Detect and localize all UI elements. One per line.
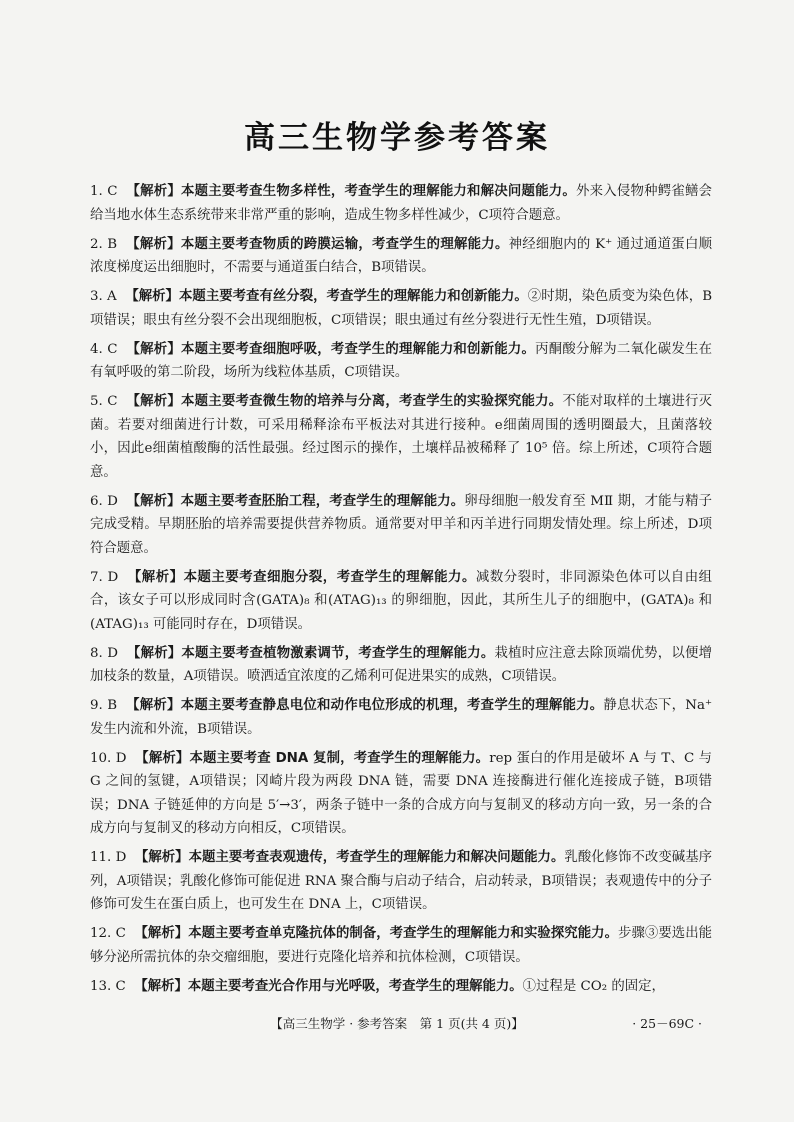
analysis-lead: 本题主要考查微生物的培养与分离，考查学生的实验探究能力。 bbox=[181, 394, 563, 409]
answer-number: 11. D bbox=[90, 850, 127, 865]
answer-item bbox=[90, 747, 712, 841]
answer-item bbox=[90, 642, 712, 689]
analysis-tag: 【解析】 bbox=[134, 978, 188, 994]
analysis-tag: 【解析】 bbox=[126, 493, 181, 509]
footer-page-info: 【高三生物学 · 参考答案 第 1 页(共 4 页)】 bbox=[270, 1016, 524, 1031]
answer-number: 7. D bbox=[90, 569, 119, 585]
footer-code: · 25－69C · bbox=[632, 1016, 702, 1031]
analysis-body: 栽植时应注意去除顶端优势，以便增加枝条的数量，A项错误。喷洒适宜浓度的乙烯利可促进果实的成熟，C项错误。 bbox=[90, 645, 713, 684]
analysis-heading bbox=[126, 698, 603, 713]
analysis-lead: 本题主要考查表观遗传，考查学生的理解能力和解决问题能力。 bbox=[188, 850, 565, 865]
analysis-tag: 【解析】 bbox=[126, 394, 181, 409]
answer-number: 2. B bbox=[90, 236, 118, 252]
answer-number: 10. D bbox=[90, 750, 127, 766]
analysis-body: 乳酸化修饰不改变碱基序列，A项错误；乳酸化修饰可能促进 RNA 聚合酶与启动子结合，启动转录，B项错误；表观遗传中的分子修饰可发生在蛋白质上，也可发生在 DNA 上，C项错误。 bbox=[90, 850, 713, 912]
analysis-body: rep 蛋白的作用是破坏 A 与 T、C 与 G 之间的氢键，A项错误；冈崎片段为两段 DNA 链，需要 DNA 连接酶进行催化连接成子链，B项错误；DNA 子链延伸的方向是 5′→3′，两条子链中一条的合成方向与复制叉的移动方向一致，另一条的合成方向与复制叉的移动方向相反，C项错误。 bbox=[90, 750, 713, 836]
answer-item bbox=[90, 922, 712, 969]
analysis-heading bbox=[127, 342, 536, 357]
answer-item bbox=[90, 233, 712, 280]
analysis-tag: 【解析】 bbox=[134, 926, 189, 941]
answer-number: 12. C bbox=[90, 926, 126, 941]
analysis-heading bbox=[135, 751, 489, 766]
answer-item bbox=[90, 490, 712, 561]
analysis-body: 卵母细胞一般发育至 MⅡ 期，才能与精子完成受精。早期胚胎的培养需要提供营养物质。通常要对甲羊和丙羊进行同期发情处理。综上所述，D项符合题意。 bbox=[90, 493, 713, 556]
answer-number: 8. D bbox=[90, 645, 118, 661]
analysis-body: ①过程是 CO₂ 的固定， bbox=[522, 978, 665, 994]
answer-item bbox=[90, 390, 712, 484]
analysis-heading bbox=[126, 237, 508, 252]
analysis-tag: 【解析】 bbox=[126, 184, 181, 199]
analysis-lead: 本题主要考查 DNA 复制，考查学生的理解能力。 bbox=[189, 750, 490, 766]
analysis-tag: 【解析】 bbox=[126, 236, 181, 252]
answer-item bbox=[90, 285, 712, 332]
analysis-tag: 【解析】 bbox=[126, 341, 181, 357]
analysis-body: 丙酮酸分解为二氧化碳发生在有氧呼吸的第二阶段，场所为线粒体基质，C项错误。 bbox=[90, 341, 713, 380]
answer-number: 5. C bbox=[90, 394, 118, 409]
analysis-tag: 【解析】 bbox=[134, 850, 189, 865]
analysis-body: 外来入侵物种鳄雀鳝会给当地水体生态系统带来非常严重的影响，造成生物多样性减少，C项符合题意。 bbox=[90, 184, 713, 223]
analysis-tag: 【解析】 bbox=[127, 569, 184, 585]
answer-list bbox=[90, 180, 712, 1004]
analysis-lead: 本题主要考查细胞分裂，考查学生的理解能力。 bbox=[183, 569, 476, 585]
analysis-heading bbox=[127, 184, 577, 199]
answer-item bbox=[90, 338, 712, 385]
answer-number: 9. B bbox=[90, 698, 118, 713]
answer-item bbox=[90, 566, 712, 637]
answer-item bbox=[90, 180, 712, 227]
analysis-heading bbox=[135, 850, 565, 865]
answer-number: 1. C bbox=[90, 184, 118, 199]
analysis-body: 步骤③要选出能够分泌所需抗体的杂交瘤细胞，要进行克隆化培养和抗体检测，C项错误。 bbox=[90, 926, 713, 965]
analysis-heading bbox=[125, 289, 527, 304]
analysis-tag: 【解析】 bbox=[125, 289, 179, 304]
analysis-lead: 本题主要考查光合作用与光呼吸，考查学生的理解能力。 bbox=[187, 978, 523, 994]
analysis-lead: 本题主要考查单克隆抗体的制备，考查学生的理解能力和实验探究能力。 bbox=[188, 926, 619, 941]
analysis-body: 神经细胞内的 K⁺ 通过通道蛋白顺浓度梯度运出细胞时，不需要与通道蛋白结合，B项错误。 bbox=[90, 236, 713, 275]
answer-number: 3. A bbox=[90, 289, 117, 304]
analysis-lead: 本题主要考查静息电位和动作电位形成的机理，考查学生的理解能力。 bbox=[180, 698, 604, 713]
analysis-body: ②时期，染色质变为染色体，B项错误；眼虫有丝分裂不会出现细胞板，C项错误；眼虫通过有丝分裂进行无性生殖，D项错误。 bbox=[90, 289, 713, 328]
answer-item bbox=[90, 975, 712, 999]
answer-item bbox=[90, 846, 712, 917]
analysis-lead: 本题主要考查生物多样性，考查学生的理解能力和解决问题能力。 bbox=[181, 184, 577, 199]
answer-number: 6. D bbox=[90, 493, 118, 509]
analysis-tag: 【解析】 bbox=[135, 750, 190, 766]
answer-number: 13. C bbox=[90, 978, 126, 994]
page-title: 高三生物学参考答案 bbox=[244, 120, 550, 156]
analysis-tag: 【解析】 bbox=[126, 645, 182, 661]
analysis-heading bbox=[134, 979, 522, 994]
analysis-heading bbox=[127, 646, 495, 661]
answer-item bbox=[90, 694, 712, 741]
analysis-tag: 【解析】 bbox=[126, 698, 181, 713]
analysis-lead: 本题主要考查有丝分裂，考查学生的理解能力和创新能力。 bbox=[178, 289, 528, 304]
analysis-lead: 本题主要考查植物激素调节，考查学生的理解能力。 bbox=[181, 645, 495, 661]
analysis-lead: 本题主要考查胚胎工程，考查学生的理解能力。 bbox=[180, 493, 465, 509]
analysis-body: 静息状态下，Na⁺ 发生内流和外流，B项错误。 bbox=[90, 698, 713, 737]
analysis-body: 不能对取样的土壤进行灭菌。若要对细菌进行计数，可采用稀释涂布平板法对其进行接种。e细菌周围的透明圈最大，且菌落较小，因此e细菌植酸酶的活性最强。经过图示的操作，土壤样品被稀释了 10⁵ 倍。综上所述，C项符合题意。 bbox=[90, 394, 713, 480]
answer-number: 4. C bbox=[90, 341, 118, 357]
analysis-lead: 本题主要考查物质的跨膜运输，考查学生的理解能力。 bbox=[180, 236, 509, 252]
analysis-lead: 本题主要考查细胞呼吸，考查学生的理解能力和创新能力。 bbox=[181, 341, 536, 357]
analysis-heading bbox=[127, 494, 465, 509]
analysis-heading bbox=[128, 570, 476, 585]
analysis-body: 减数分裂时，非同源染色体可以自由组合，该女子可以形成同时含(GATA)₈ 和(ATAG)₁₃ 的卵细胞，因此，其所生儿子的细胞中，(GATA)₈ 和(ATAG)₁₃ 可能同时存在，D项错误。 bbox=[90, 569, 713, 632]
analysis-heading bbox=[127, 394, 563, 409]
analysis-heading bbox=[134, 926, 618, 941]
